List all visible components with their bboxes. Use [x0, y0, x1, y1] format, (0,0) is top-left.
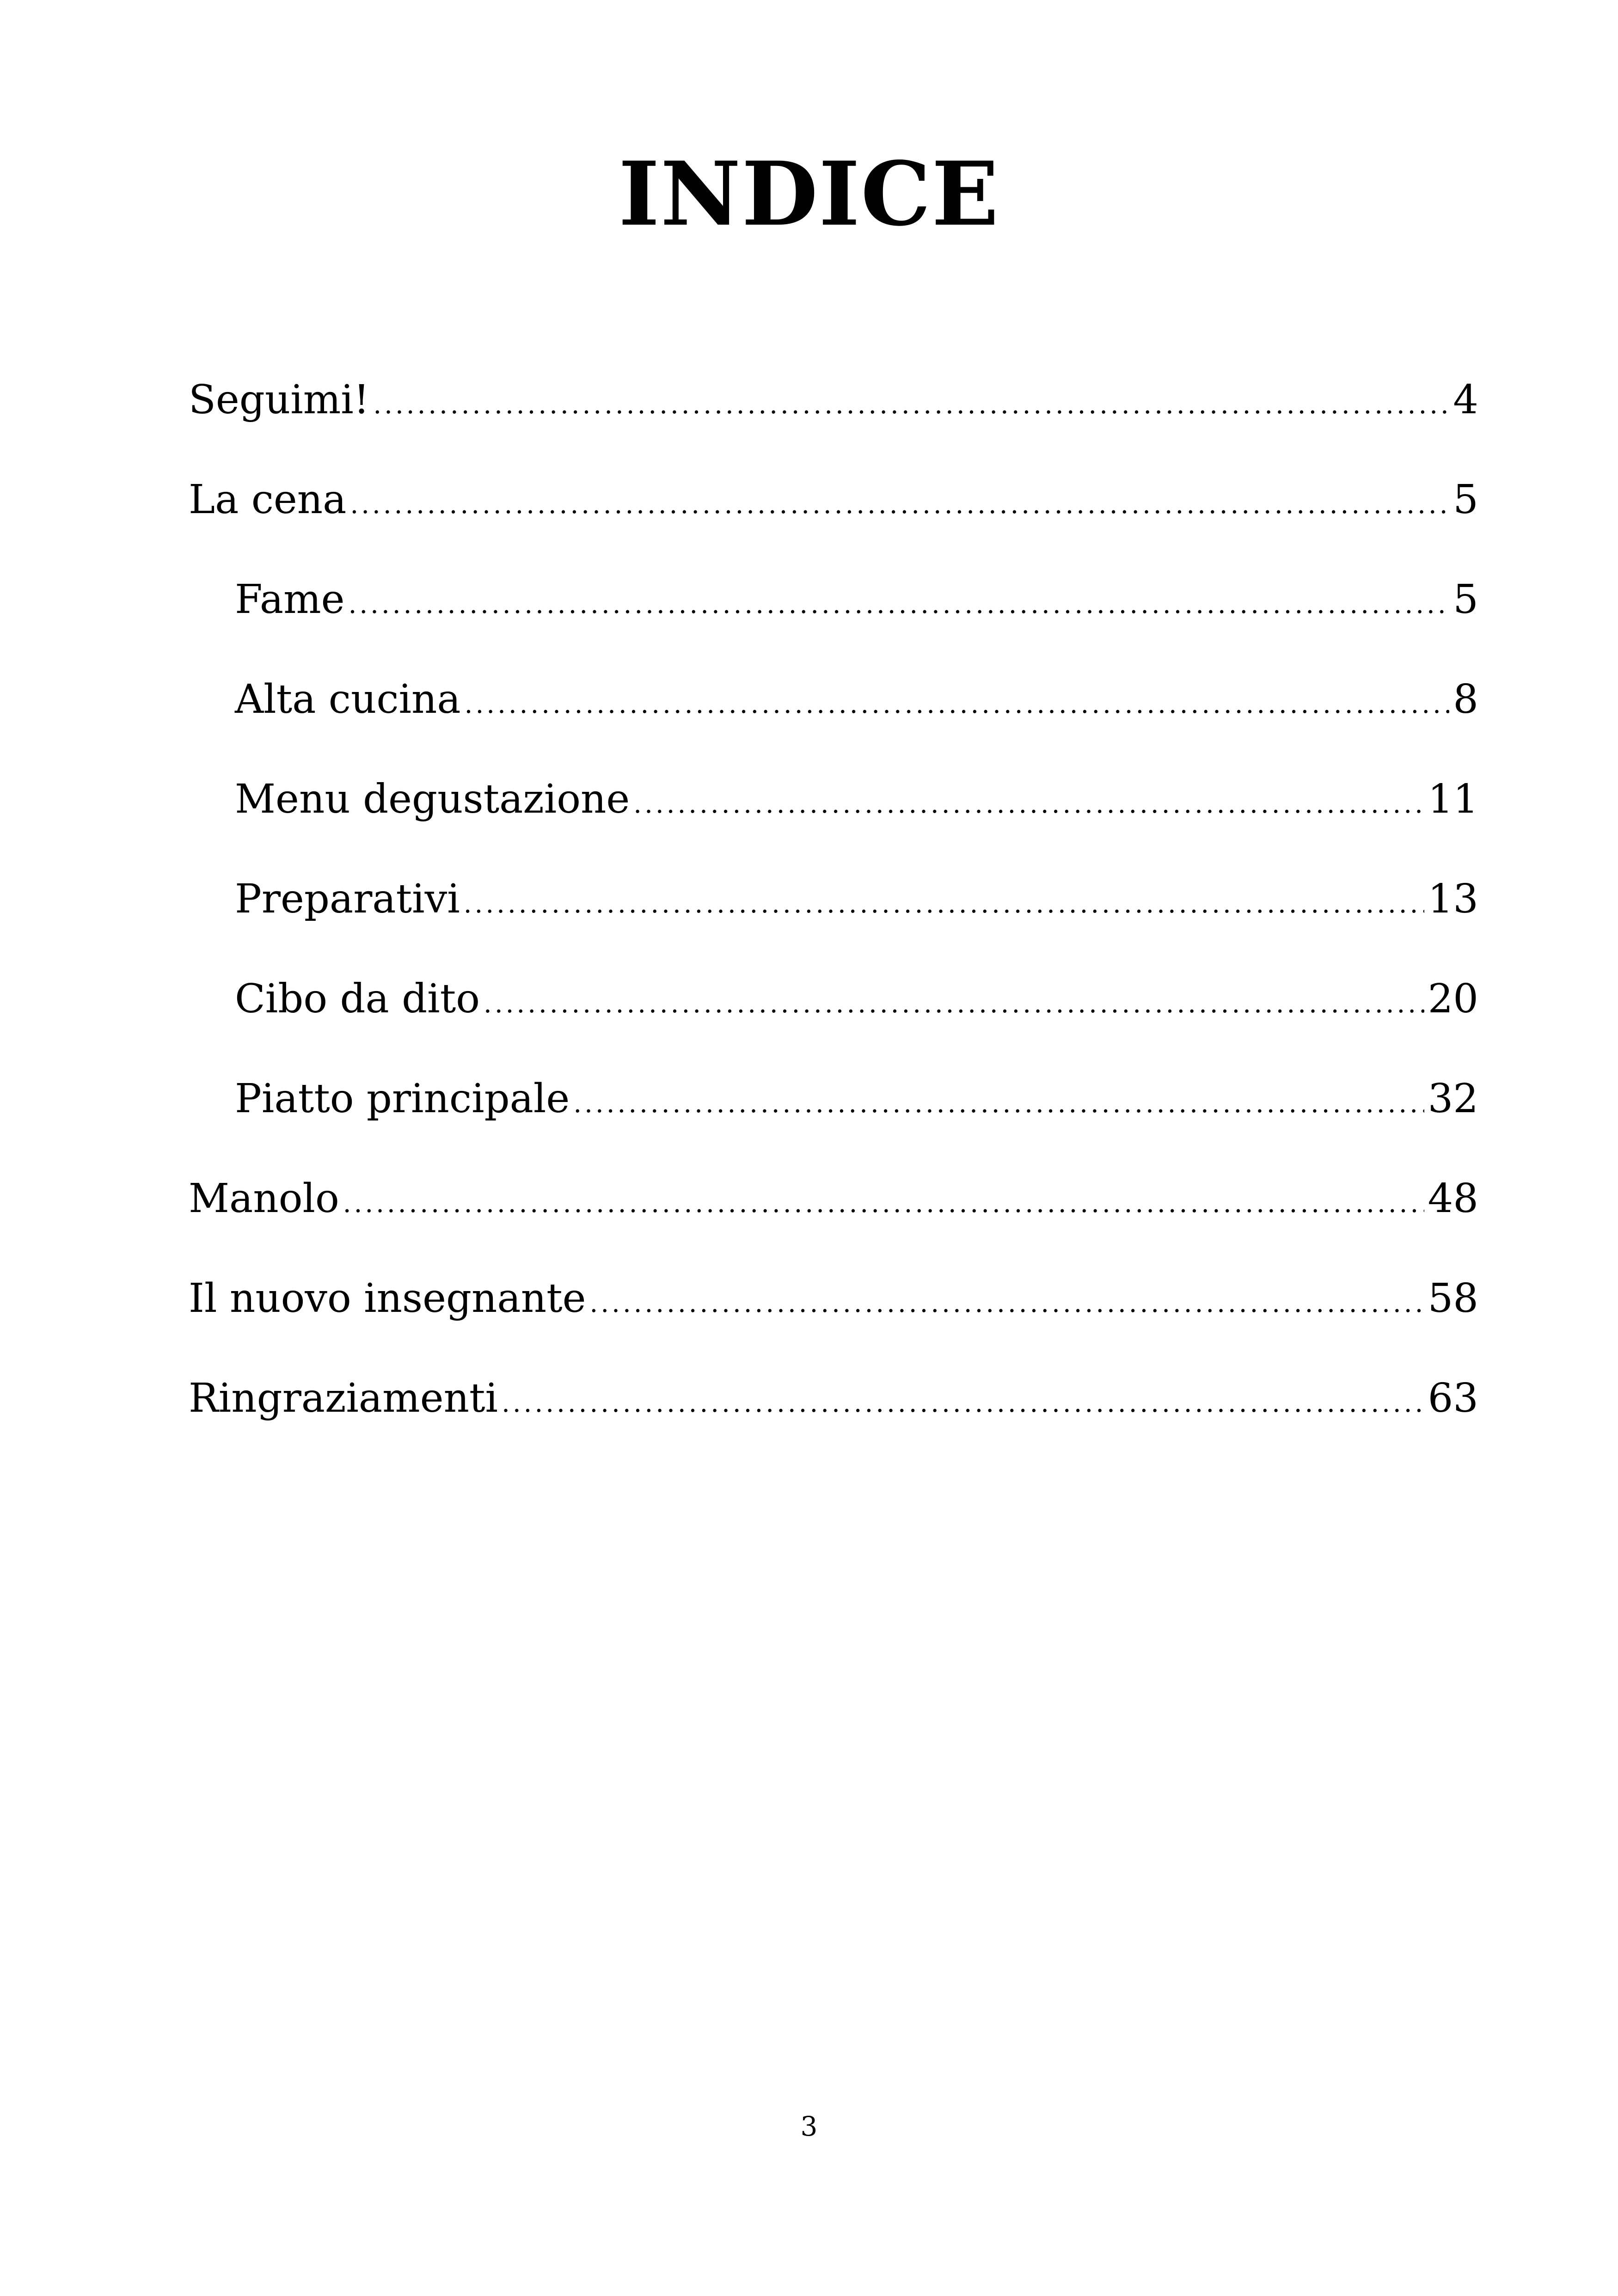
toc-entry-page: 5 [1453, 576, 1478, 623]
toc-entry-page: 8 [1453, 676, 1478, 722]
toc-entry-page: 4 [1453, 377, 1478, 423]
toc-entry-label: Seguimi! [189, 377, 370, 423]
toc-entry-page: 11 [1428, 776, 1478, 822]
toc-subentry [189, 569, 1478, 669]
toc-entry [189, 1368, 1478, 1468]
toc-entry-label: Il nuovo insegnante [189, 1275, 586, 1322]
toc-entry-label: Manolo [189, 1176, 339, 1222]
toc-subentry [189, 869, 1478, 969]
toc-entry-page: 63 [1428, 1375, 1478, 1421]
toc-entry-label: Ringraziamenti [189, 1375, 498, 1421]
toc-entry-label: Menu degustazione [235, 776, 630, 822]
toc-dot-leader [350, 475, 1449, 535]
toc-entry [189, 1268, 1478, 1368]
toc-entry-label: Cibo da dito [235, 976, 480, 1022]
toc-entry-label: Piatto principale [235, 1076, 570, 1122]
toc-dot-leader [464, 874, 1424, 934]
toc-dot-leader [373, 375, 1449, 435]
table-of-contents [189, 370, 1478, 1468]
toc-subentry [189, 669, 1478, 769]
toc-dot-leader [349, 575, 1450, 635]
toc-dot-leader [484, 974, 1424, 1034]
toc-entry [189, 470, 1478, 569]
toc-subentry [189, 1069, 1478, 1169]
toc-entry [189, 370, 1478, 470]
toc-entry-page: 32 [1428, 1076, 1478, 1122]
toc-entry-page: 48 [1428, 1176, 1478, 1222]
toc-entry-page: 58 [1428, 1275, 1478, 1322]
toc-entry-label: Alta cucina [235, 676, 461, 722]
toc-dot-leader [343, 1174, 1424, 1234]
toc-dot-leader [465, 674, 1450, 735]
toc-subentry [189, 769, 1478, 869]
toc-dot-leader [573, 1074, 1424, 1134]
toc-entry [189, 1169, 1478, 1268]
toc-entry-label: La cena [189, 477, 347, 523]
toc-subentry [189, 969, 1478, 1069]
page-number: 3 [800, 2111, 818, 2142]
toc-entry-page: 13 [1428, 876, 1478, 922]
toc-entry-page: 5 [1453, 477, 1478, 523]
toc-entry-label: Preparativi [235, 876, 460, 922]
toc-entry-label: Fame [235, 576, 345, 623]
toc-entry-page: 20 [1428, 976, 1478, 1022]
toc-dot-leader [633, 774, 1424, 834]
toc-dot-leader [590, 1274, 1424, 1334]
page-title: INDICE [618, 142, 1000, 245]
toc-dot-leader [502, 1373, 1424, 1433]
